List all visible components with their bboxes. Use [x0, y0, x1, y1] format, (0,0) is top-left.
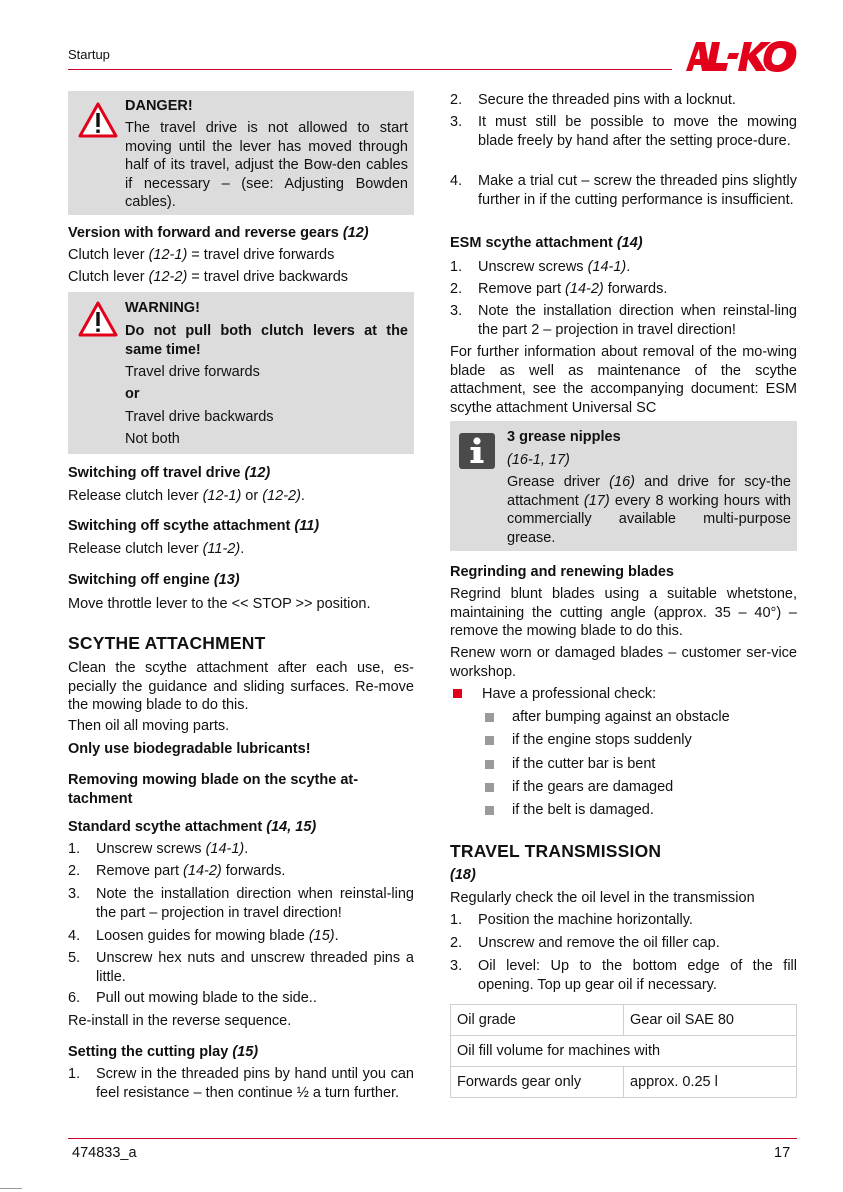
- info-text: Grease driver (16) and drive for scy-the attachment (17) every 8 working hours with commercially available multi-purpose grease.: [507, 474, 791, 546]
- continued-step-number: 4.: [450, 173, 463, 189]
- esm-heading: ESM scythe attachment (14): [450, 235, 643, 251]
- warning-box: [68, 292, 414, 454]
- esm-step-number: 2.: [450, 281, 463, 297]
- warning-line-notboth: Not both: [125, 431, 180, 447]
- standard-step-number: 2.: [68, 863, 81, 879]
- standard-step-text: Unscrew screws (14-1).: [96, 841, 249, 857]
- document-number: 474833_a: [72, 1145, 137, 1161]
- switch-engine-heading: Switching off engine (13): [68, 572, 240, 588]
- check-item: if the cutter bar is bent: [512, 755, 656, 772]
- standard-step-text: Note the installation direction when reinstal-ling the part – projection in travel direction!: [96, 886, 414, 921]
- warning-or: or: [125, 386, 140, 402]
- standard-step-text: Pull out mowing blade to the side..: [96, 990, 317, 1006]
- renew-paragraph: Renew worn or damaged blades – customer ser-vice workshop.: [450, 645, 797, 680]
- danger-title: DANGER!: [125, 98, 193, 114]
- travel-ref: (18): [450, 867, 476, 883]
- scythe-oil-text: Then oil all moving parts.: [68, 718, 230, 734]
- travel-step-text: Unscrew and remove the oil filler cap.: [478, 935, 720, 951]
- continued-step-number: 3.: [450, 114, 463, 130]
- standard-step-number: 4.: [68, 928, 81, 944]
- clutch-backward-text: Clutch lever (12-2) = travel drive backwards: [68, 269, 349, 285]
- scythe-lubricant-text: Only use biodegradable lubricants!: [68, 741, 311, 757]
- standard-step-number: 5.: [68, 950, 81, 966]
- reinstall-text: Re-install in the reverse sequence.: [68, 1013, 292, 1029]
- travel-step-number: 3.: [450, 958, 463, 974]
- table-row: [451, 1067, 797, 1098]
- table-cell: Gear oil SAE 80: [624, 1005, 797, 1036]
- clutch-forward-text: Clutch lever (12-1) = travel drive forwards: [68, 247, 335, 263]
- switch-engine-text: Move throttle lever to the << STOP >> position.: [68, 596, 371, 612]
- warning-triangle-icon: [78, 102, 118, 138]
- professional-check-text: Have a professional check:: [482, 686, 657, 702]
- esm-step-text: Remove part (14-2) forwards.: [478, 281, 668, 297]
- table-cell: Oil grade: [451, 1005, 624, 1036]
- check-item: if the engine stops suddenly: [512, 732, 692, 749]
- regrind-paragraph: Regrind blunt blades using a suitable whetstone, maintaining the cutting angle (approx. 35 – 40°) – remove the mowing blade to do this.: [450, 586, 797, 639]
- warning-triangle-icon: [78, 301, 118, 337]
- removing-heading: Removing mowing blade on the scythe at-tachment: [68, 772, 359, 807]
- switch-travel-text: Release clutch lever (12-1) or (12-2).: [68, 488, 305, 504]
- standard-step-text: Unscrew hex nuts and unscrew threaded pins a little.: [96, 950, 414, 985]
- travel-step-text: Oil level: Up to the bottom edge of the fill opening. Top up gear oil if necessary.: [478, 958, 797, 993]
- switch-scythe-heading: Switching off scythe attachment (11): [68, 518, 320, 534]
- travel-step-number: 1.: [450, 912, 463, 928]
- table-row: [451, 1005, 797, 1036]
- continued-step-text: It must still be possible to move the mowing blade freely by hand after the setting proce-dure.: [478, 114, 797, 149]
- travel-section-title: TRAVEL TRANSMISSION: [450, 841, 662, 861]
- standard-heading: Standard scythe attachment (14, 15): [68, 819, 317, 835]
- info-ref: (16-1, 17): [507, 452, 570, 468]
- red-bullet-icon: [453, 689, 462, 698]
- header-rule: [68, 69, 672, 70]
- esm-step-number: 1.: [450, 259, 463, 275]
- switch-travel-heading: Switching off travel drive (12): [68, 465, 271, 481]
- esm-step-text: Unscrew screws (14-1).: [478, 259, 631, 275]
- setting-heading: Setting the cutting play (15): [68, 1044, 259, 1060]
- standard-step-number: 3.: [68, 886, 81, 902]
- grey-bullet-icon: [485, 783, 494, 792]
- check-item: if the belt is damaged.: [512, 802, 654, 819]
- check-item: after bumping against an obstacle: [512, 709, 730, 725]
- warning-bold: Do not pull both clutch levers at the same time!: [125, 323, 408, 358]
- oil-spec-table: [450, 1004, 797, 1098]
- switch-scythe-text: Release clutch lever (11-2).: [68, 541, 245, 557]
- table-cell: Forwards gear only: [451, 1067, 624, 1098]
- page-number: 17: [774, 1145, 791, 1161]
- setting-step-number: 1.: [68, 1066, 81, 1082]
- table-row: [451, 1036, 797, 1067]
- grey-bullet-icon: [485, 713, 494, 722]
- further-info-text: For further information about removal of the mo-wing blade as well as maintenance of the scythe attachment, see the accompanying document: ESM scythe attachment Universal SC: [450, 344, 797, 416]
- grey-bullet-icon: [485, 806, 494, 815]
- scythe-paragraph: Clean the scythe attachment after each use, es-pecially the guidance and sliding surfaces. Re-move the mowing blade to do this.: [68, 660, 414, 713]
- danger-text: The travel drive is not allowed to start moving until the lever has moved through half of its travel, adjust the Bow-den cables if necessary – (see: Adjusting Bowden cables).: [125, 120, 408, 210]
- continued-step-number: 2.: [450, 92, 463, 108]
- info-icon: [459, 433, 495, 469]
- alko-logo: [682, 40, 798, 72]
- travel-step-number: 2.: [450, 935, 463, 951]
- info-title: 3 grease nipples: [507, 429, 621, 445]
- crop-mark: [0, 1188, 22, 1189]
- scythe-section-title: SCYTHE ATTACHMENT: [68, 633, 266, 653]
- warning-title: WARNING!: [125, 300, 200, 316]
- check-item: if the gears are damaged: [512, 778, 674, 795]
- table-cell: approx. 0.25 l: [624, 1067, 797, 1098]
- continued-step-text: Make a trial cut – screw the threaded pins slightly further in if the cutting performance is insufficient.: [478, 173, 797, 208]
- table-cell: Oil fill volume for machines with: [451, 1036, 797, 1067]
- section-title: Startup: [68, 47, 110, 62]
- standard-step-number: 1.: [68, 841, 81, 857]
- esm-step-number: 3.: [450, 303, 463, 319]
- standard-step-text: Remove part (14-2) forwards.: [96, 863, 286, 879]
- warning-line-backwards: Travel drive backwards: [125, 409, 274, 425]
- info-box: [450, 421, 797, 551]
- travel-paragraph: Regularly check the oil level in the transmission: [450, 890, 755, 906]
- warning-line-forwards: Travel drive forwards: [125, 364, 260, 380]
- grey-bullet-icon: [485, 736, 494, 745]
- grey-bullet-icon: [485, 760, 494, 769]
- regrind-heading: Regrinding and renewing blades: [450, 564, 674, 580]
- danger-box: [68, 91, 414, 215]
- standard-step-number: 6.: [68, 990, 81, 1006]
- esm-step-text: Note the installation direction when reinstal-ling the part 2 – projection in travel direction!: [478, 303, 797, 338]
- version-heading: Version with forward and reverse gears (12): [68, 225, 369, 241]
- setting-step-text: Screw in the threaded pins by hand until you can feel resistance – then continue ½ a turn further.: [96, 1066, 414, 1101]
- continued-step-text: Secure the threaded pins with a locknut.: [478, 92, 736, 108]
- footer-rule: [68, 1138, 797, 1139]
- travel-step-text: Position the machine horizontally.: [478, 912, 693, 928]
- standard-step-text: Loosen guides for mowing blade (15).: [96, 928, 339, 944]
